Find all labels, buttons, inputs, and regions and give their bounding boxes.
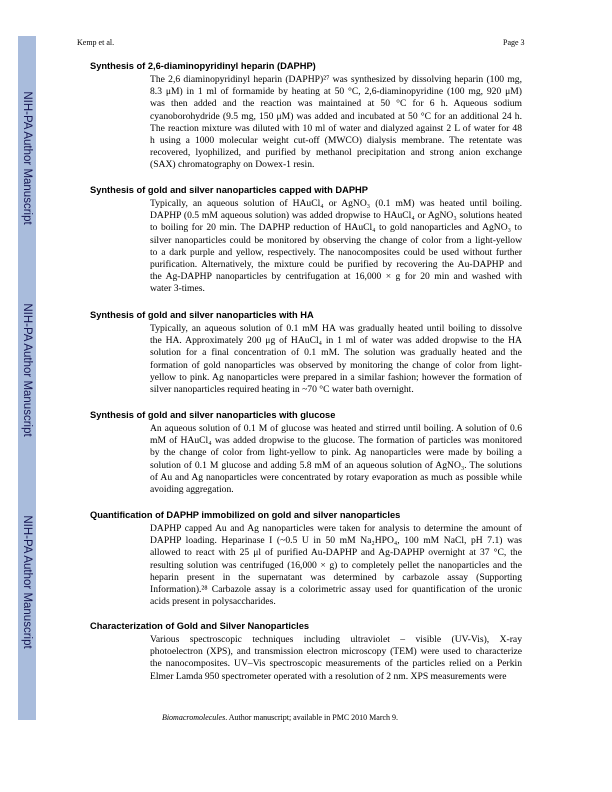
paragraph-line: heparin present in the supernatant was determined by carbazole assay (Supporting <box>150 571 522 583</box>
paragraph-line: water 3-times. <box>150 283 205 295</box>
paragraph-line: Typically, an aqueous solution of 0.1 mM HA was gradually heated until boiling to dissolve <box>150 323 522 334</box>
section-paragraph <box>150 198 522 296</box>
paragraph-line: Typically, an aqueous solution of HAuCl₄ or AgNO₃ (0.1 mM) was heated until boiling. <box>150 198 522 209</box>
section-paragraph <box>150 423 522 496</box>
sidebar-label: NIH-PA Author Manuscript <box>21 303 33 437</box>
paragraph-line: to boiling for 20 min. The DAPHP reduction of HAuCl₄ to gold nanoparticles and AgNO₃ to <box>150 222 522 234</box>
section <box>90 620 522 683</box>
section-heading: Characterization of Gold and Silver Nanoparticles <box>90 621 310 631</box>
paragraph-line: cyanoborohydride (9.5 mg, 150 μM) was added and incubated at 50 °C for an additional 24 h. <box>150 110 522 122</box>
section-paragraph <box>150 634 522 683</box>
paragraph-line: DAPHP (0.5 mM aqueous solution) was added dropwise to HAuCl₄ or AgNO₃ solutions heated <box>150 210 522 222</box>
paragraph-line: An aqueous solution of 0.1 M of glucose was heated and stirred until boiling. A solution of 0.6 <box>150 423 522 434</box>
paragraph-line: purification. Alternatively, the mixture could be purified by recovering the Au-DAPHP and <box>150 258 522 270</box>
paragraph-line: the nanocomposites. UV–Vis spectroscopic measurements of the particles relied on a Perkin <box>150 658 522 670</box>
paragraph-line: photoelectron (XPS), and transmission electron microscopy (TEM) were used to characterize <box>150 646 522 658</box>
section <box>90 184 522 296</box>
paragraph-line: the Ag-DAPHP nanoparticles by centrifugation at 16,000 × g for 20 min and washed with <box>150 271 522 283</box>
paragraph-line: Elmer Lamda 950 spectrometer operated with a resolution of 2 nm. XPS measurements were <box>150 670 507 682</box>
paragraph-line: silver nanoparticles required heating in ~70 °C water bath overnight. <box>150 383 414 395</box>
section-paragraph <box>150 323 522 396</box>
paragraph-line: Various spectroscopic techniques including ultraviolet – visible (UV-Vis), X-ray <box>150 634 522 645</box>
paragraph-line: of Au and Ag nanoparticles were concentrated by rotary evaporation as much as possible while <box>150 471 522 483</box>
section-heading: Synthesis of gold and silver nanoparticles with glucose <box>90 410 336 420</box>
footer-citation <box>0 713 560 722</box>
paragraph-line: DAPHP capped Au and Ag nanoparticles were taken for analysis to determine the amount of <box>150 523 522 534</box>
section-heading: Synthesis of 2,6-diaminopyridinyl heparin (DAPHP) <box>90 61 316 71</box>
paragraph-line: to a dark purple and yellow, respectively. The nanocomposites could be used without further <box>150 246 522 258</box>
section-heading: Synthesis of gold and silver nanoparticles with HA <box>90 310 314 320</box>
paragraph-line: solution of 0.1 M glucose and adding 5.8 mM of an aqueous solution of AgNO₃. The solutions <box>150 459 522 471</box>
paragraph-line: The 2,6 diaminopyridinyl heparin (DAPHP)²⁷ was synthesized by dissolving heparin (100 mg, <box>150 74 522 85</box>
section <box>90 509 522 608</box>
footer-journal: Biomacromolecules <box>161 713 226 722</box>
section-paragraph <box>150 523 522 608</box>
sidebar-label: NIH-PA Author Manuscript <box>21 91 33 225</box>
paragraph-line: 8.3 μM) in 1 ml of formamide by heating at 50 °C, 2,6-diaminopyridine (100 mg, 920 μM) <box>150 86 522 98</box>
footer-text: . Author manuscript; available in PMC 2010 March 9. <box>225 713 399 722</box>
section <box>90 309 522 396</box>
section-heading: Quantification of DAPHP immobilized on gold and silver nanoparticles <box>90 510 401 520</box>
paragraph-line: avoiding aggregation. <box>150 483 234 495</box>
paragraph-line: by the change of color from light-yellow to pink. Ag nanoparticles were made by boiling a <box>150 447 522 459</box>
paragraph-line: recovered, lyophilized, and purified by methanol precipitation and strong anion exchange <box>150 147 522 159</box>
paragraph-line: DAPHP loading. Heparinase I (~0.5 U in 50 mM Na₂HPO₄, 100 mM NaCl, pH 7.1) was <box>150 535 522 547</box>
sidebar-label: NIH-PA Author Manuscript <box>21 515 33 649</box>
paragraph-line: solution for a final concentration of 0.1 mM. The solution was gradually heated and the <box>150 347 522 359</box>
paragraph-line: acids present in polysaccharides. <box>150 596 276 608</box>
paragraph-line: formation of gold nanoparticles was observed by monitoring the change of color from light- <box>150 359 522 371</box>
paragraph-line: h using a 1000 molecular weight cut-off (MWCO) dialysis membrane. The retentate was <box>150 134 522 146</box>
paragraph-line: mM of HAuCl₄ was added dropwise to the glucose. The formation of particles was monitored <box>150 435 522 447</box>
paragraph-line: Information).²⁸ Carbazole assay is a colorimetric assay used for quantification of the uronic <box>150 583 522 595</box>
paragraph-line: The reaction mixture was diluted with 10 ml of water and dialyzed against 2 L of water for 48 <box>150 122 522 134</box>
paragraph-line: yellow to pink. Ag nanoparticles were prepared in a similar fashion; however the formation of <box>150 371 522 383</box>
section <box>90 60 522 172</box>
section <box>90 409 522 496</box>
paragraph-line: the HA. Approximately 200 μg of HAuCl₄ in 1 ml of water was added dropwise to the HA <box>150 335 522 347</box>
page-number: Page 3 <box>503 38 525 47</box>
paragraph-line: resulting solution was centrifuged (16,000 × g) to completely pellet the nanoparticles and the <box>150 559 522 571</box>
running-header-authors: Kemp et al. <box>77 38 115 47</box>
paragraph-line: was then added and the reaction was maintained at 50 °C for 6 h. Aqueous sodium <box>150 98 522 110</box>
section-paragraph <box>150 74 522 172</box>
section-heading: Synthesis of gold and silver nanoparticles capped with DAPHP <box>90 185 368 195</box>
paragraph-line: (SAX) chromatography on Dowex-1 resin. <box>150 159 315 171</box>
paragraph-line: allowed to react with 25 μl of purified Au-DAPHP and Ag-DAPHP overnight at 37 °C, the <box>150 547 522 559</box>
paragraph-line: silver nanoparticles could be monitored by observing the change of color from a light-yellow <box>150 234 522 246</box>
